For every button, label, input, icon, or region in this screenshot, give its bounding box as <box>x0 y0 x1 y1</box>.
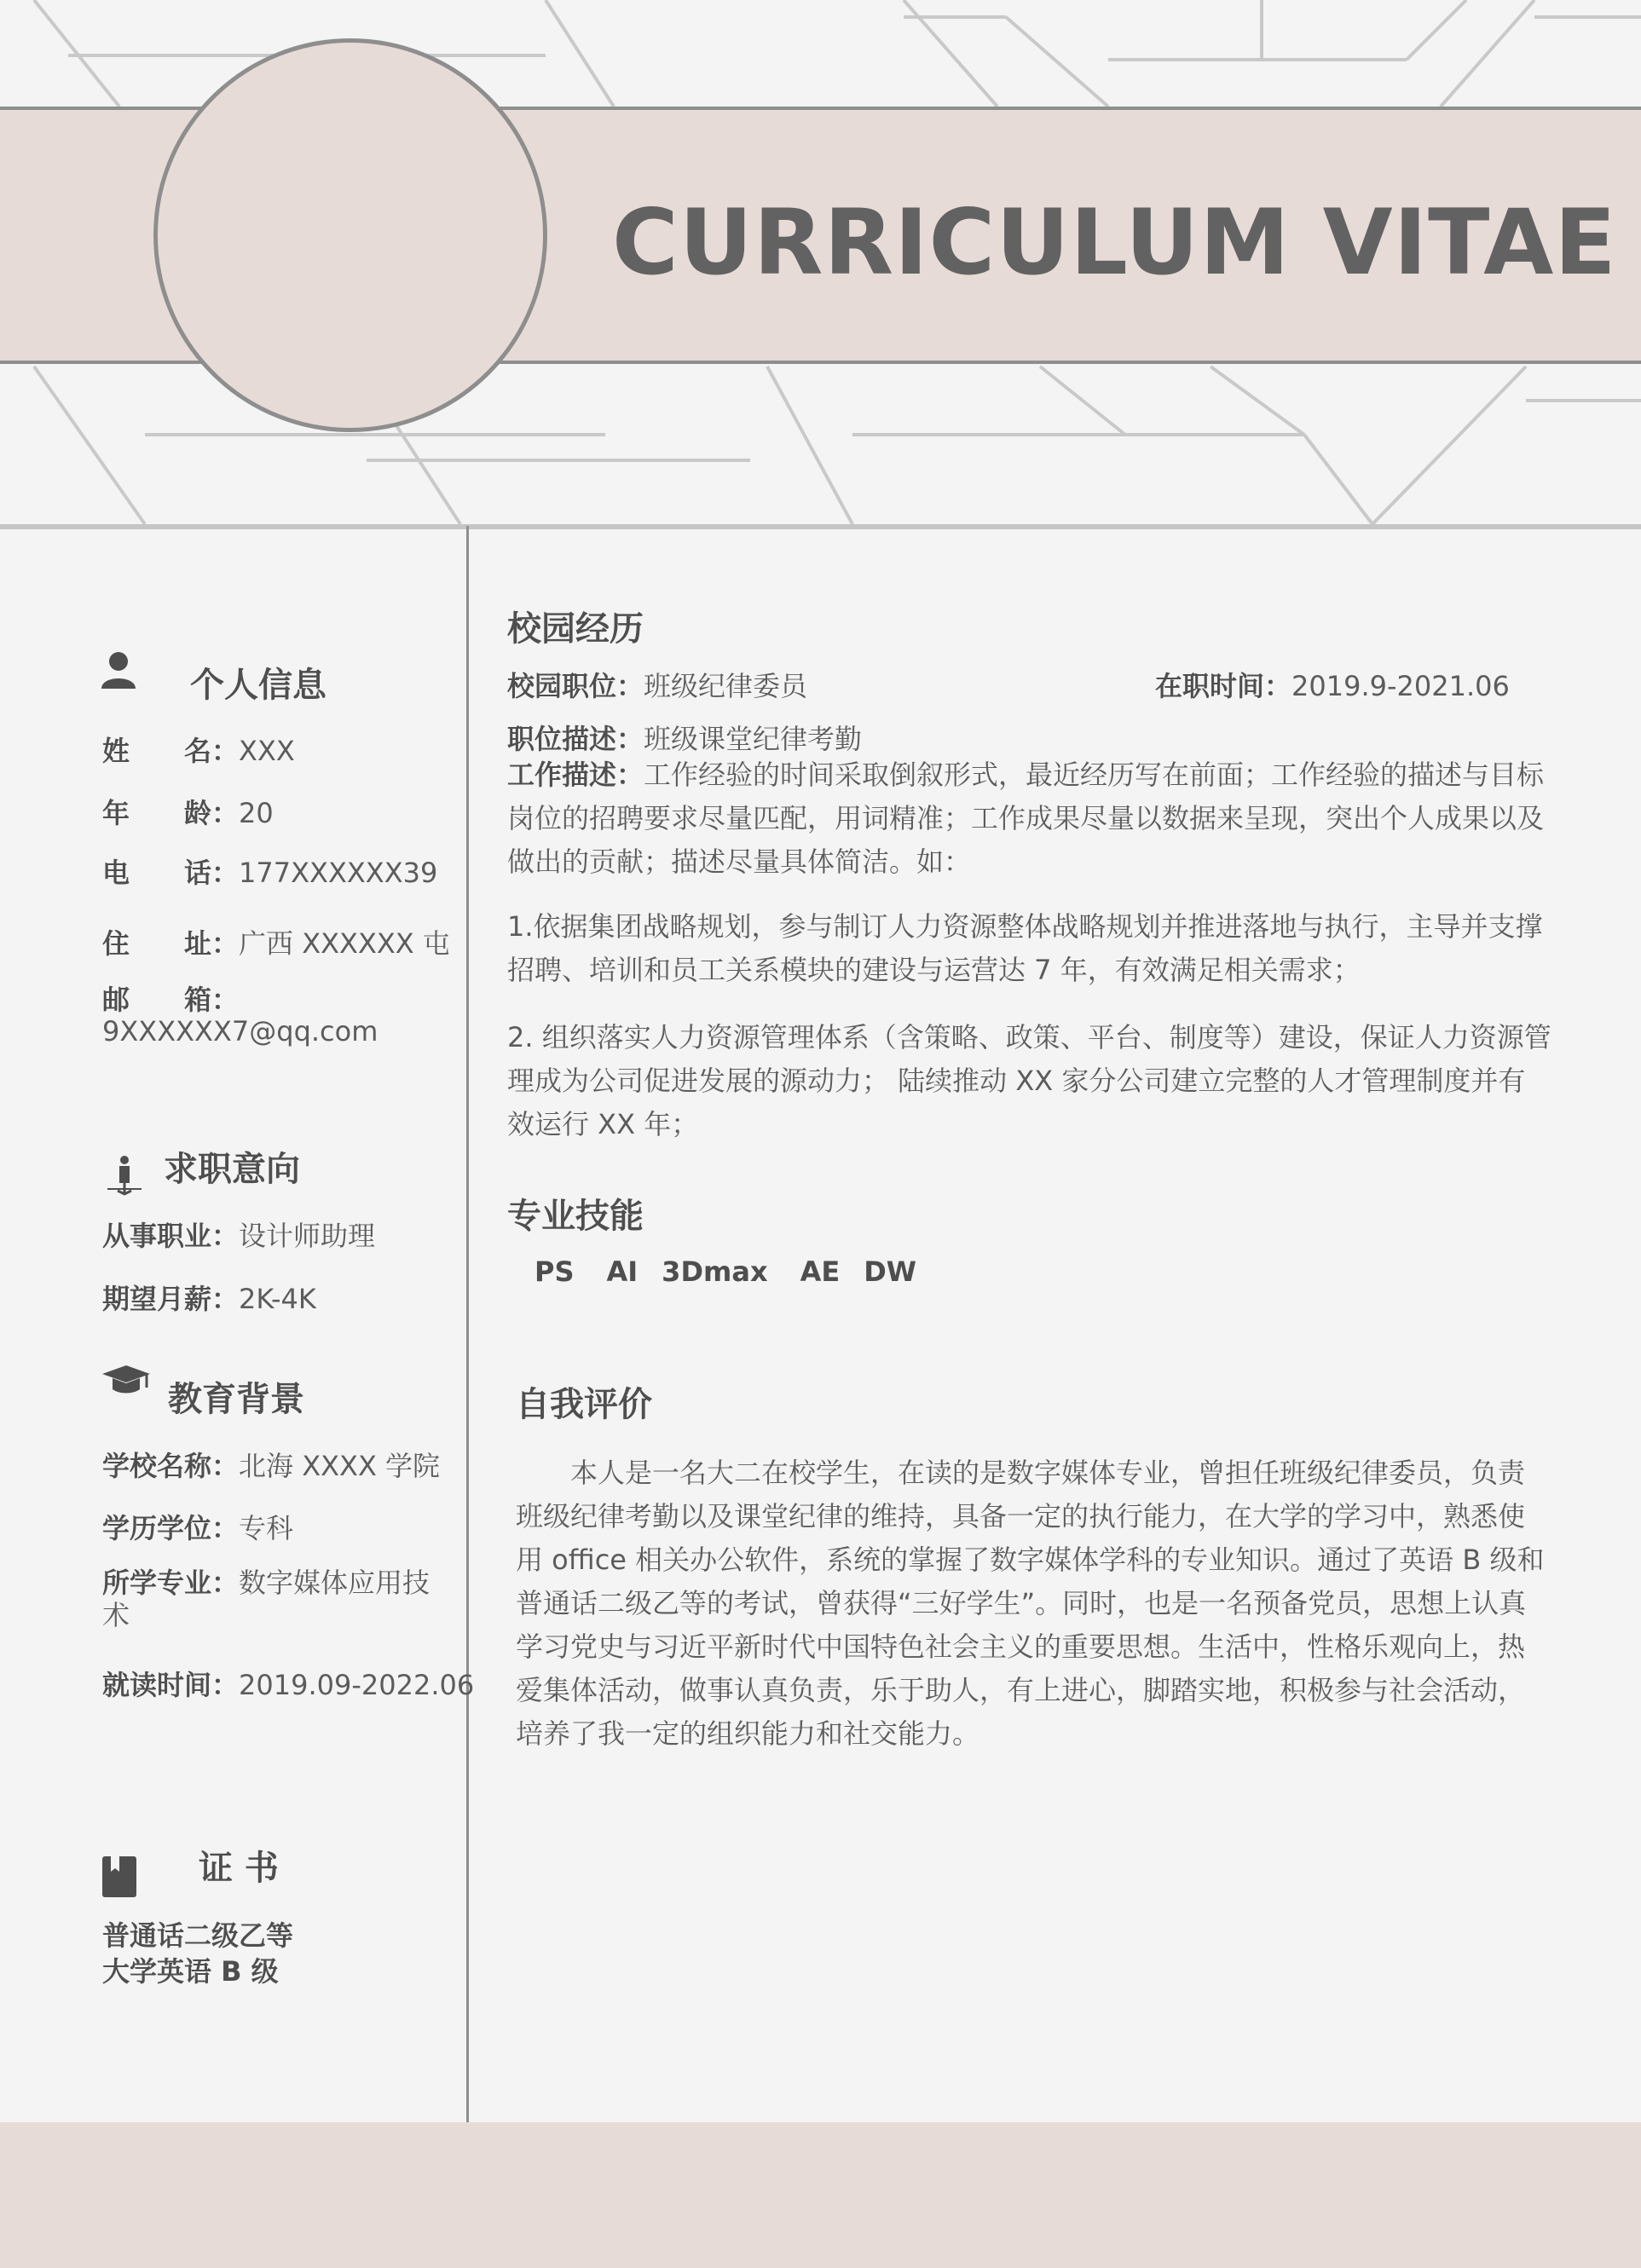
career-icon <box>104 1155 145 1196</box>
position-value: 班级纪律委员 <box>644 670 808 702</box>
education-heading: 教育背景 <box>168 1380 304 1419</box>
degree-row: 学历学位：专科 <box>102 1512 294 1544</box>
graduation-cap-icon <box>101 1364 152 1398</box>
campus-heading: 校园经历 <box>507 609 644 649</box>
job-row: 从事职业：设计师助理 <box>102 1220 376 1252</box>
certificate-item: 普通话二级乙等 <box>102 1919 294 1952</box>
phone-value: 177XXXXXX39 <box>239 857 438 889</box>
column-divider <box>466 526 469 2122</box>
header-divider <box>0 524 1641 529</box>
certificates-list <box>102 1918 293 1989</box>
certificate-item: 大学英语 B 级 <box>102 1955 279 1988</box>
self-eval-text: 本人是一名大二在校学生，在读的是数字媒体专业，曾担任班级纪律委员，负责班级纪律考勤以及课堂纪律的维持，具备一定的执行能力，在大学的学习中，熟悉使用 office 相关办公软件，系统的掌握了数字媒体学科的专业知识。通过了英语 B 级和普通话二级乙等的考试，曾获得“三好学生”。同时，也是一名预备党员，思想上认真学习党史与习近平新时代中国特色社会主义的重要思想。生活中，性格乐观向上，热爱集体活动，做事认真负责，乐于助人，有上进心，脚踏实地，积极参与社会活动，培养了我一定的组织能力和社交能力。 <box>516 1457 1545 1750</box>
address-row: 住 址：广西 XXXXXX 屯 <box>102 927 450 960</box>
age-row: 年 龄：20 <box>102 797 274 829</box>
footer-band <box>0 2122 1641 2268</box>
job-value: 设计师助理 <box>239 1220 376 1252</box>
work-point-1: 1.依据集团战略规划，参与制订人力资源整体战略规划并推进落地与执行，主导并支撑招聘、培训和员工关系模块的建设与运营达 7 年，有效满足相关需求； <box>507 910 1543 986</box>
age-value: 20 <box>239 797 274 829</box>
school-value: 北海 XXXX 学院 <box>239 1450 441 1482</box>
address-value: 广西 XXXXXX 屯 <box>239 927 450 960</box>
skill-item: AE <box>800 1255 841 1288</box>
period-row: 就读时间：2019.09-2022.06 <box>102 1669 475 1701</box>
desc-row: 职位描述：班级课堂纪律考勤 <box>507 723 863 755</box>
person-icon <box>98 649 139 690</box>
tenure-value: 2019.9-2021.06 <box>1291 670 1510 702</box>
photo-placeholder <box>153 38 547 432</box>
major-value: 数字媒体应用技术 <box>102 1567 430 1631</box>
position-row: 校园职位：班级纪律委员 <box>507 670 808 702</box>
skill-item: 3Dmax <box>662 1255 768 1288</box>
personal-heading: 个人信息 <box>190 666 326 705</box>
page-title: CURRICULUM VITAE <box>612 190 1617 295</box>
tenure-row: 在职时间：2019.9-2021.06 <box>1155 670 1510 702</box>
certificates-heading: 证 书 <box>199 1849 279 1888</box>
certificate-book-icon <box>101 1855 138 1899</box>
school-row: 学校名称：北海 XXXX 学院 <box>102 1450 441 1482</box>
salary-value: 2K-4K <box>239 1283 316 1315</box>
name-value: XXX <box>239 735 295 767</box>
skill-item: DW <box>864 1255 917 1288</box>
salary-row: 期望月薪：2K-4K <box>102 1283 316 1315</box>
name-row: 姓 名：XXX <box>102 735 295 767</box>
major-row: 所学专业：数字媒体应用技术 <box>102 1567 430 1631</box>
email-value: 9XXXXXX7@qq.com <box>102 1015 378 1047</box>
skill-item: PS <box>534 1255 575 1288</box>
skills-heading: 专业技能 <box>507 1197 644 1236</box>
skills-list <box>534 1255 916 1288</box>
email-label: 邮 箱： <box>102 984 240 1016</box>
phone-row: 电 话：177XXXXXX39 <box>102 857 438 889</box>
self-eval-heading: 自我评价 <box>516 1385 652 1424</box>
degree-value: 专科 <box>239 1512 294 1544</box>
period-value: 2019.09-2022.06 <box>239 1669 475 1701</box>
work-point-2: 2. 组织落实人力资源管理体系（含策略、政策、平台、制度等）建设，保证人力资源管理成为公司促进发展的源动力； 陆续推动 XX 家分公司建立完整的人才管理制度并有效运行 XX 年； <box>507 1021 1551 1140</box>
skill-item: AI <box>606 1255 638 1288</box>
work-description: 工作描述：工作经验的时间采取倒叙形式，最近经历写在前面；工作经验的描述与目标岗位的招聘要求尽量匹配，用词精准；工作成果尽量以数据来呈现，突出个人成果以及做出的贡献；描述尽量具体简洁。如： <box>507 759 1545 878</box>
work-value: 工作经验的时间采取倒叙形式，最近经历写在前面；工作经验的描述与目标岗位的招聘要求尽量匹配，用词精准；工作成果尽量以数据来呈现，突出个人成果以及做出的贡献；描述尽量具体简洁。如： <box>507 759 1545 878</box>
desc-value: 班级课堂纪律考勤 <box>644 723 863 755</box>
intent-heading: 求职意向 <box>164 1150 300 1189</box>
